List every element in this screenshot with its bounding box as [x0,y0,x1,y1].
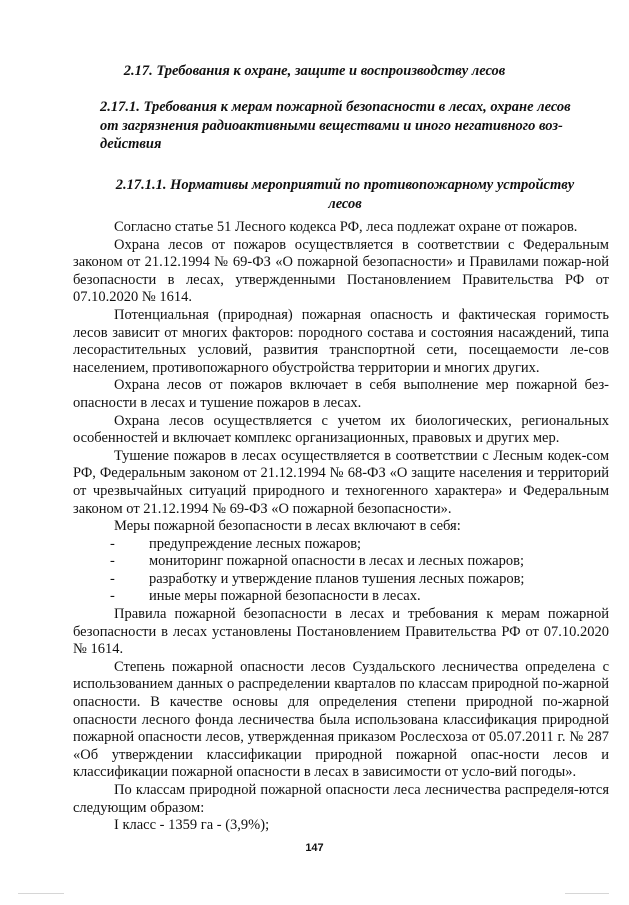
subsubsection-heading: 2.17.1.1. Нормативы мероприятий по противопожарному устройству лесов [115,177,575,212]
measures-list [73,536,609,606]
scan-edge-mark [18,893,64,894]
list-dash: - [110,570,115,587]
list-dash: - [110,553,115,570]
paragraph: Потенциальная (природная) пожарная опасность и фактическая горимость лесов зависит от многих факторов: породного состава и состояния насаждений, типа лесорастительных условий, развития транспортной сети, посещаемости ле-сов населением, противопожарного обустройства территории и многих других. [73,306,609,376]
page-number: 147 [305,842,324,854]
list-item-text: разработку и утверждение планов тушения лесных пожаров; [149,570,525,587]
list-item [73,571,609,589]
section-heading: 2.17. Требования к охране, защите и воспроизводству лесов [123,63,506,79]
paragraph: По классам природной пожарной опасности леса лесничества распределя-ются следующим образом: [73,782,609,816]
body-text [73,219,609,835]
paragraph: I класс - 1359 га - (3,9%); [114,817,270,834]
list-dash: - [110,535,115,552]
list-dash: - [110,588,115,605]
paragraph: Правила пожарной безопасности в лесах и требования к мерам пожарной безопасности в лесах установлены Постановлением Правительства РФ от 07.10.2020 № 1614. [73,606,609,658]
paragraph: Согласно статье 51 Лесного кодекса РФ, леса подлежат охране от пожаров. [114,219,578,235]
list-item-text: предупреждение лесных пожаров; [149,535,362,552]
list-item [73,588,609,606]
subsection-heading: 2.17.1. Требования к мерам пожарной безопасности в лесах, охране лесов от загрязнения радиоактивными веществами и иного негативного воз-действия [100,99,571,152]
scan-edge-mark [565,893,609,894]
paragraph: Охрана лесов от пожаров осуществляется в соответствии с Федеральным законом от 21.12.1994 № 69-ФЗ «О пожарной безопасности» и Правилами пожар-ной безопасности в лесах, утвержденными Постановлением Правительства РФ от 07.10.2020 № 1614. [73,236,609,306]
paragraph: Степень пожарной опасности лесов Суздальского лесничества определена с использованием данных о распределении кварталов по классам природной по-жарной опасности. В качестве основы для определения степени природной по-жарной опасности лесного фонда лесничества была использована классификация природной пожарной опасности лесов, утвержденная приказом Рослесхоза от 05.07.2011 г. № 287 «Об утверждении классификации природной пожарной опас-ности лесов и классификации пожарной опасности в лесах в зависимости от усло-вий погоды». [73,658,609,781]
paragraph: Тушение пожаров в лесах осуществляется в соответствии с Лесным кодек-сом РФ, Федеральным законом от 21.12.1994 № 68-ФЗ «О защите населения и территорий от чрезвычайных ситуаций природного и техногенного характера» и Федеральным законом от 21.12.1994 № 69-ФЗ «О пожарной безопасности». [73,447,609,517]
list-item [73,553,609,571]
paragraph: Охрана лесов осуществляется с учетом их биологических, региональных особенностей и включает комплекс организационных, правовых и других мер. [73,412,609,447]
list-item [73,536,609,554]
list-item-text: мониторинг пожарной опасности в лесах и лесных пожаров; [149,553,524,570]
paragraph: Меры пожарной безопасности в лесах включают в себя: [114,518,461,535]
paragraph: Охрана лесов от пожаров включает в себя выполнение мер пожарной без-опасности в лесах и тушение пожаров в лесах. [73,377,609,411]
list-item-text: иные меры пожарной безопасности в лесах. [149,588,421,605]
